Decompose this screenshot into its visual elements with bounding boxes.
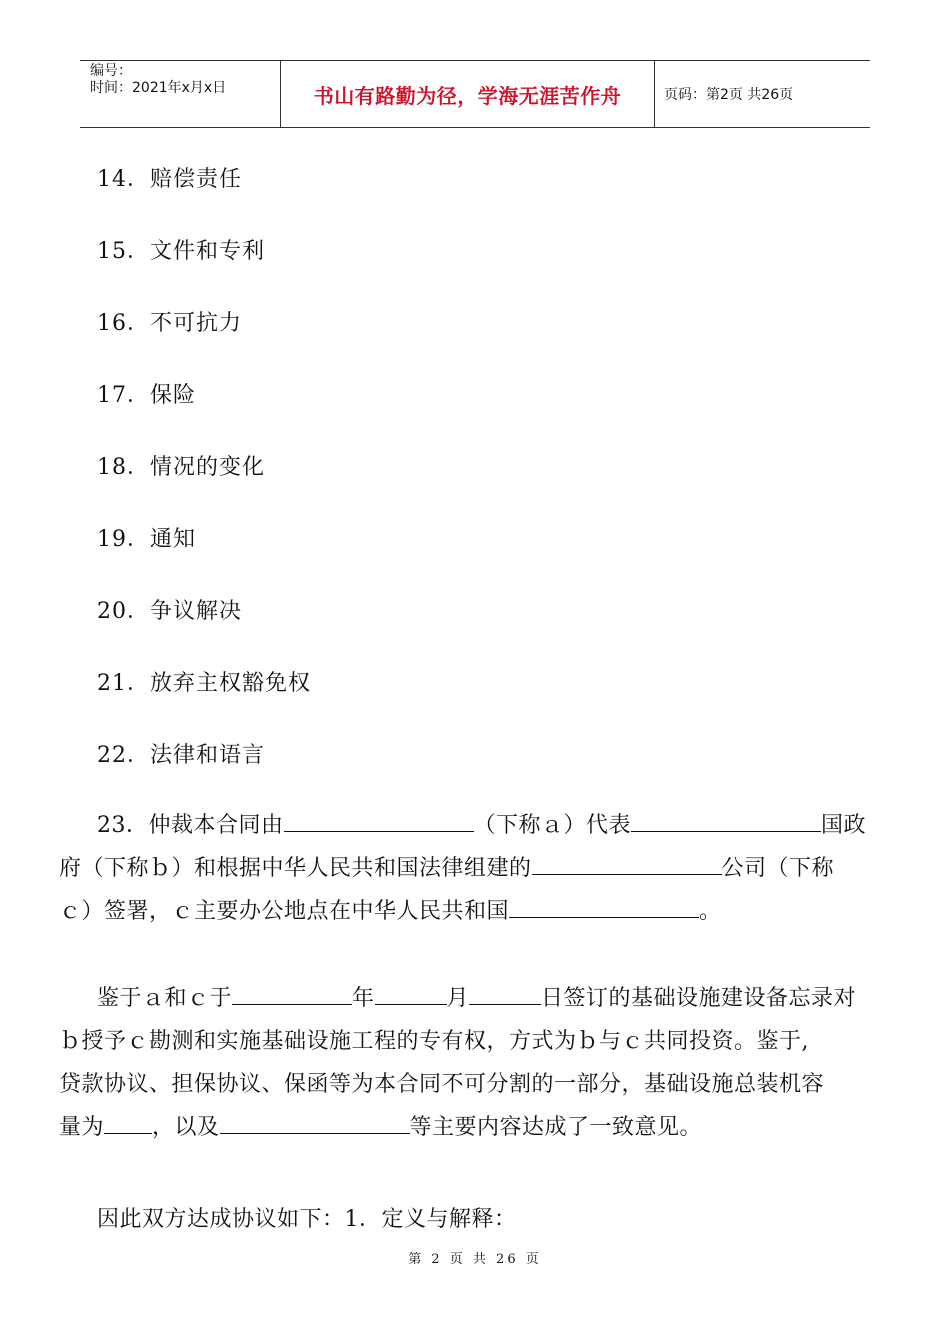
blank-field: [469, 980, 541, 1005]
text: ，以及: [152, 1115, 220, 1140]
text: 月: [446, 986, 470, 1011]
header-meta: [80, 61, 281, 127]
blank-field: [232, 980, 352, 1005]
text: 。: [699, 899, 722, 924]
paragraph-agree: 因此双方达成协议如下：1．定义与解释：: [97, 1207, 517, 1232]
blank-field: [375, 980, 447, 1005]
header-page-info: 页码：第2页 共26页: [664, 87, 794, 103]
header-motto: 书山有路勤为径，学海无涯苦作舟: [281, 61, 655, 127]
list-item: 17．保险: [97, 383, 196, 408]
list-item: 16．不可抗力: [97, 311, 242, 336]
blank-field: [104, 1109, 152, 1134]
page-footer: 第 2 页 共 26 页: [408, 1252, 542, 1267]
text: ｂ授予ｃ勘测和实施基础设施工程的专有权，方式为ｂ与ｃ共同投资。鉴于,: [59, 1029, 809, 1054]
text: （下称ａ）代表: [473, 813, 632, 838]
page-header: [80, 60, 870, 128]
text: 国政: [821, 813, 867, 838]
text: 量为: [59, 1115, 105, 1140]
list-item: 21．放弃主权豁免权: [97, 671, 311, 696]
blank-field: [532, 850, 722, 875]
text: ｃ）签署，ｃ主要办公地点在中华人民共和国: [59, 899, 510, 924]
text: 等主要内容达成了一致意见。: [409, 1115, 703, 1140]
paragraph-whereas: [59, 977, 889, 1149]
blank-field: [220, 1109, 410, 1134]
list-item: 22．法律和语言: [97, 743, 265, 768]
list-item: 15．文件和专利: [97, 239, 265, 264]
text: 鉴于ａ和ｃ于: [97, 986, 233, 1011]
text: 日签订的基础设施建设备忘录对: [541, 986, 857, 1011]
list-item: 18．情况的变化: [97, 455, 265, 480]
text: 贷款协议、担保协议、保函等为本合同不可分割的一部分，基础设施总装机容: [59, 1072, 825, 1097]
blank-field: [509, 893, 699, 918]
blank-field: [284, 807, 474, 832]
number-label: 编号：: [90, 63, 132, 79]
blank-field: [631, 807, 821, 832]
list-item: 14．赔偿责任: [97, 167, 242, 192]
list-item: 20．争议解决: [97, 599, 242, 624]
time-label: 时间：2021年x月x日: [90, 80, 227, 96]
text: 公司（下称: [721, 856, 835, 881]
paragraph-23: [59, 804, 889, 933]
text: 年: [352, 986, 375, 1011]
text: 23．仲裁本合同由: [97, 813, 284, 838]
list-item: 19．通知: [97, 527, 196, 552]
text: 府（下称ｂ）和根据中华人民共和国法律组建的: [59, 856, 532, 881]
